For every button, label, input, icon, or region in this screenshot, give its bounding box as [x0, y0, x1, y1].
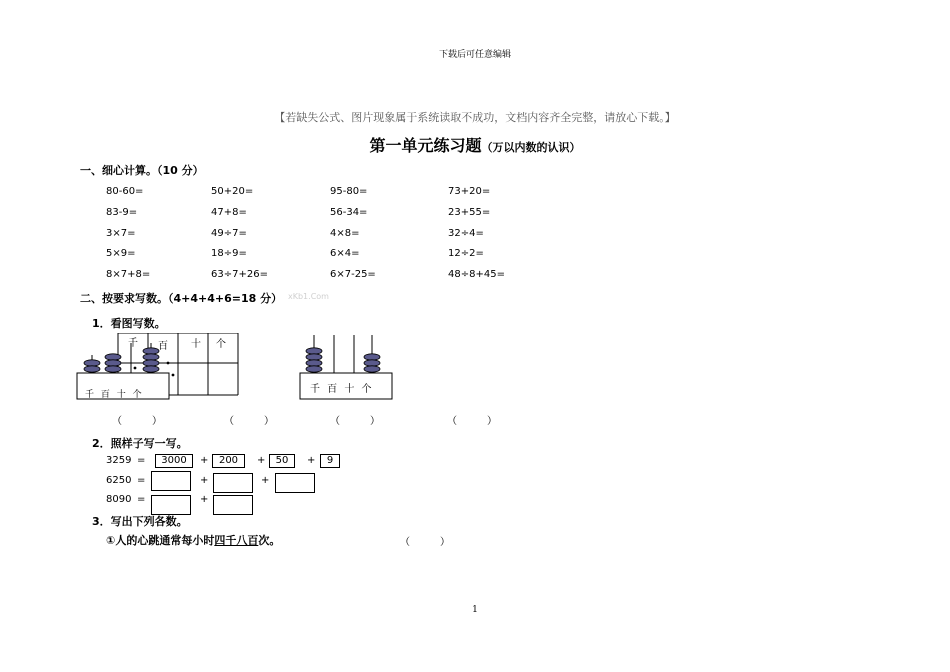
section2-heading: 二、按要求写数。（4+4+4+6=18 分） [80, 292, 283, 305]
example-part-hundreds: 200 [212, 454, 245, 468]
calc-item: 63÷7+26= [211, 269, 268, 280]
calc-item: 73+20= [448, 186, 491, 197]
calc-item: 48÷8+45= [448, 269, 505, 280]
plus-sign: + [307, 455, 316, 466]
row3-number: 8090 [106, 494, 132, 505]
q3-item1 [106, 532, 280, 548]
q2-label: 2．照样子写一写。 [92, 437, 188, 450]
calc-item: 3×7= [106, 228, 136, 239]
calc-item: 12÷2= [448, 248, 484, 259]
calc-item: 8×7+8= [106, 269, 151, 280]
answer-paren[interactable]: （ ） [447, 416, 497, 427]
grid-header-hundreds: 百 [158, 341, 168, 352]
page-number: 1 [472, 605, 478, 615]
example-equals: = [137, 455, 146, 466]
answer-paren[interactable]: （ ） [400, 537, 450, 548]
abacus1-labels: 千 百 十 个 [85, 390, 144, 400]
answer-paren[interactable]: （ ） [224, 416, 274, 427]
calc-item: 23+55= [448, 207, 491, 218]
section1-heading: 一、细心计算。（10 分） [80, 164, 204, 177]
abacus1-rods [92, 343, 151, 373]
plus-sign: + [200, 455, 209, 466]
calc-item: 6×4= [330, 248, 360, 259]
example-number: 3259 [106, 455, 132, 466]
abacus2-labels: 千 百 十 个 [310, 384, 374, 395]
calc-item: 95-80= [330, 186, 368, 197]
calc-item: 49÷7= [211, 228, 247, 239]
calc-item: 6×7-25= [330, 269, 376, 280]
q3-item1-prefix: ①人的心跳通常每小时 [106, 534, 215, 547]
title-sub: （万以内数的认识） [481, 141, 581, 154]
example-part-ones: 9 [320, 454, 340, 468]
calc-item: 56-34= [330, 207, 368, 218]
example-part-tens: 50 [269, 454, 295, 468]
answer-box[interactable] [151, 495, 191, 515]
answer-box[interactable] [213, 473, 253, 493]
calc-item: 4×8= [330, 228, 360, 239]
abacus2-rods [314, 335, 372, 373]
plus-sign: + [261, 475, 270, 486]
calc-item: 50+20= [211, 186, 254, 197]
calc-item: 5×9= [106, 248, 136, 259]
title-main: 第一单元练习题 [369, 136, 482, 155]
q1-label: 1．看图写数。 [92, 317, 166, 330]
page-header: 下载后可任意编辑 [438, 50, 511, 60]
calc-item: 83-9= [106, 207, 138, 218]
q3-label: 3．写出下列各数。 [92, 515, 188, 528]
example-part-thousands: 3000 [155, 454, 193, 468]
plus-sign: + [200, 494, 209, 505]
row2-number: 6250 [106, 475, 132, 486]
calc-item: 47+8= [211, 207, 247, 218]
plus-sign: + [200, 475, 209, 486]
q3-item1-suffix: 次。 [258, 534, 281, 547]
answer-paren[interactable]: （ ） [330, 416, 380, 427]
answer-box[interactable] [275, 473, 315, 493]
abacus1-beads [84, 348, 159, 372]
plus-sign: + [257, 455, 266, 466]
row2-equals: = [137, 475, 146, 486]
abacus2-beads [306, 348, 380, 372]
calc-item: 18÷9= [211, 248, 247, 259]
page-title [0, 133, 950, 156]
answer-paren[interactable]: （ ） [112, 416, 162, 427]
calc-item: 80-60= [106, 186, 144, 197]
grid-header-ones: 个 [216, 339, 226, 350]
watermark: xKb1.Com [288, 292, 329, 301]
row3-equals: = [137, 494, 146, 505]
grid-header-thousands: 千 [128, 338, 138, 349]
answer-box[interactable] [151, 471, 191, 491]
notice-banner: 【若缺失公式、图片现象属于系统读取不成功，文档内容齐全完整，请放心下载。】 [274, 111, 676, 124]
grid-header-tens: 十 [191, 339, 201, 350]
q3-item1-underlined: 四千八百 [214, 534, 259, 547]
answer-box[interactable] [213, 495, 253, 515]
calc-item: 32÷4= [448, 228, 484, 239]
